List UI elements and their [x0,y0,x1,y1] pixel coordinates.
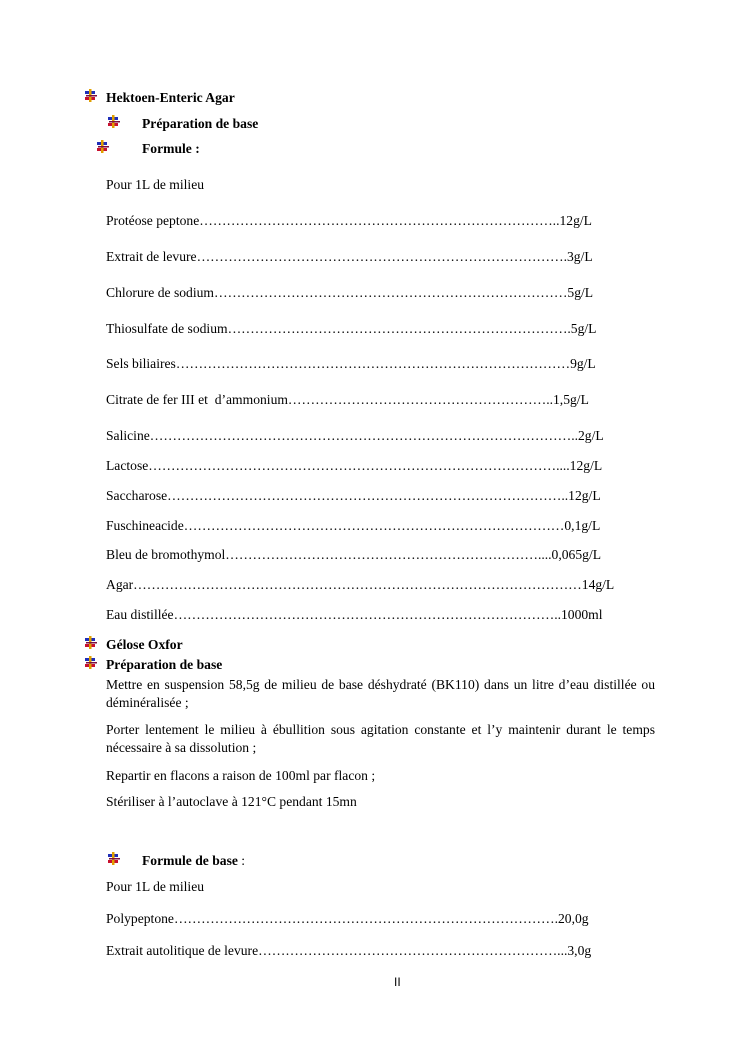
paragraph: Mettre en suspension 58,5g de milieu de base déshydraté (BK110) dans un litre d’eau distillée ou déminéralisée ; [106,677,655,710]
intro-text: Pour 1L de milieu [106,177,205,192]
formula-line: Bleu de bromothymol……………………………………………………………....0,065g/L [106,547,602,562]
formula-line: Polypeptone………………………………………………………………………….20,0g [106,911,589,926]
bullet-icon [107,852,121,866]
formula-line: Salicine…………………………………………………………………………………..2g/L [106,428,604,443]
formula-line: Fuschineacide…………………………………………………………………………0,1g/L [106,518,601,533]
formula-line: Eau distillée…………………………………………………………………………..1000ml [106,607,603,622]
formula-line: Chlorure de sodium……………………………………………………………………5g/L [106,285,594,300]
formula-line: Extrait autolitique de levure…………………………………………………………...3,0g [106,943,592,958]
bullet-icon [84,656,98,670]
formula-line: Extrait de levure……………………………………………………………………….3g/L [106,249,593,264]
formula-line: Protéose peptone……………………………………………………………………..12g/L [106,213,592,228]
formula-line: Citrate de fer III et d’ammonium…………………………………………………..1,5g/L [106,392,589,407]
bullet-icon [84,89,98,103]
page-number: II [394,975,401,989]
formula-line: Agar………………………………………………………………………………………14g/L [106,577,615,592]
intro-text: Pour 1L de milieu [106,879,205,894]
formula-line: Sels biliaires……………………………………………………………………………9g/L [106,356,596,371]
subheading-preparation: Préparation de base [106,657,223,672]
paragraph: Repartir en flacons a raison de 100ml par flacon ; [106,768,376,783]
subheading-formule-de-base [142,852,245,869]
subheading-label: Formule de base [142,853,238,868]
section-title-hektoen: Hektoen-Enteric Agar [106,90,235,105]
formula-line: Saccharose……………………………………………………………………………..12g/L [106,488,601,503]
formula-line: Lactose………………………………………………………………………………....12g/L [106,458,603,473]
formula-line: Thiosulfate de sodium………………………………………………………………….5g/L [106,321,597,336]
paragraph: Porter lentement le milieu à ébullition sous agitation constante et l’y maintenir durant le temps nécessaire à sa dissolution ; [106,722,655,755]
bullet-icon [96,140,110,154]
subheading-preparation: Préparation de base [142,116,259,131]
subheading-formule: Formule : [142,141,200,156]
section-title-oxfor: Gélose Oxfor [106,637,183,652]
paragraph: Stériliser à l’autoclave à 121°C pendant 15mn [106,794,357,809]
bullet-icon [84,636,98,650]
bullet-icon [107,115,121,129]
subheading-suffix: : [237,853,246,868]
